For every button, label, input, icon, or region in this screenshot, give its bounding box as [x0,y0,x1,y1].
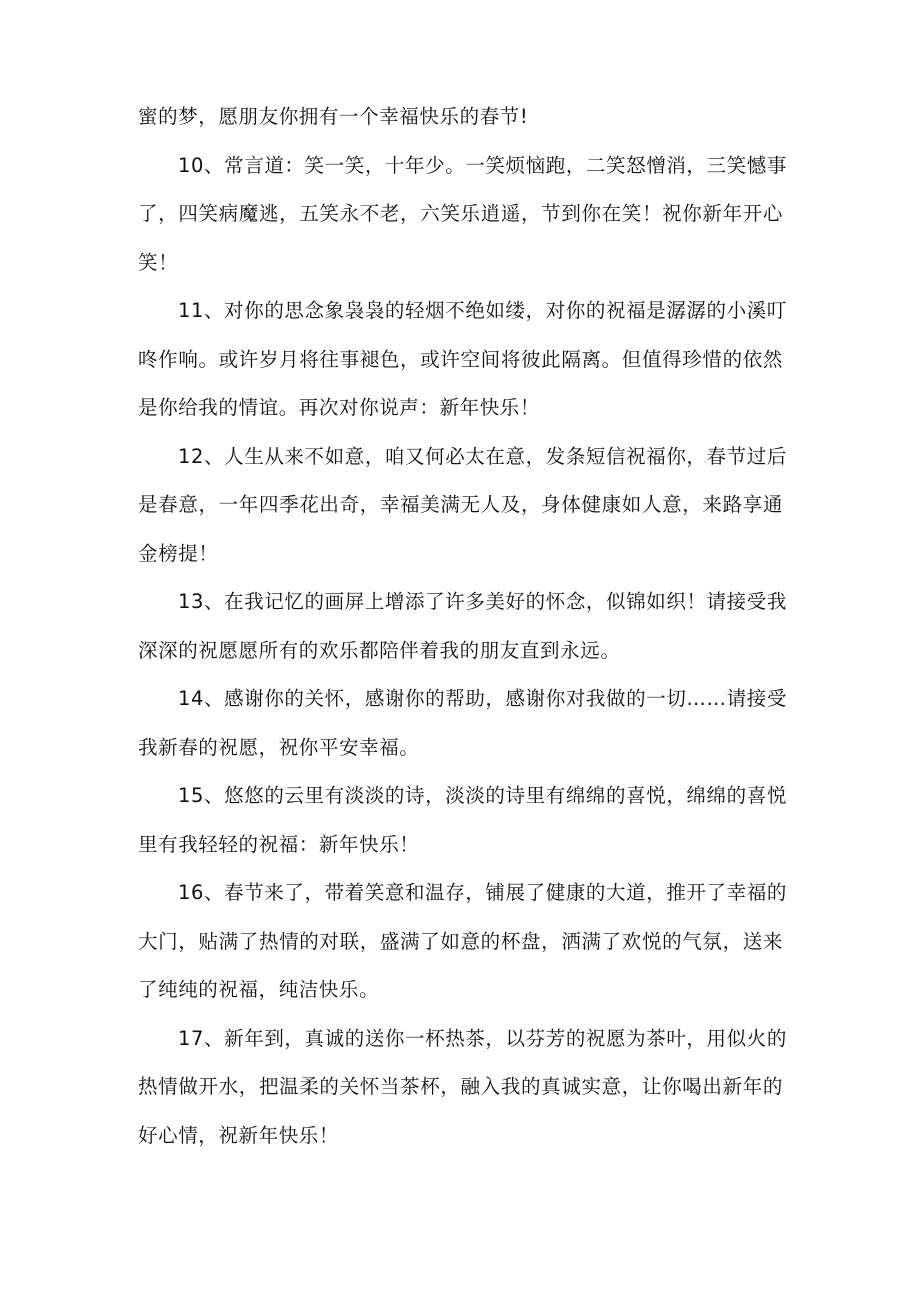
text-line: 15、悠悠的云里有淡淡的诗，淡淡的诗里有绵绵的喜悦，绵绵的喜悦 [178,784,787,807]
text-line: 12、人生从来不如意，咱又何必太在意，发条短信祝福你，春节过后 [178,444,787,468]
text-line: 17、新年到，真诚的送你一杯热茶，以芬芳的祝愿为茶叶，用似火的 [178,1026,787,1050]
text-line: 是你给我的情谊。再次对你说声：新年快乐！ [138,396,541,419]
paragraph-14 [138,675,787,772]
text-line: 蜜的梦，愿朋友你拥有一个幸福快乐的春节! [138,105,529,128]
paragraph-15 [138,772,787,869]
paragraph-12 [138,433,787,579]
paragraph-16 [138,869,787,1015]
text-line: 热情做开水，把温柔的关怀当茶杯，融入我的真诚实意，让你喝出新年的 [138,1075,783,1098]
text-line: 大门，贴满了热情的对联，盛满了如意的杯盘，洒满了欢悦的气氛，送来 [138,929,783,953]
text-line: 咚作响。或许岁月将往事褪色，或许空间将彼此隔离。但值得珍惜的依然 [138,347,783,371]
paragraph-continuation [138,93,783,142]
paragraph-11 [138,287,787,433]
text-line: 了纯纯的祝福，纯洁快乐。 [138,978,380,1001]
text-line: 13、在我记忆的画屏上增添了许多美好的怀念，似锦如织！请接受我 [178,590,787,613]
text-line: 16、春节来了，带着笑意和温存，铺展了健康的大道，推开了幸福的 [178,881,787,904]
text-line: 深深的祝愿愿所有的欢乐都陪伴着我的朋友直到永远。 [138,638,621,662]
paragraph-17 [138,1015,787,1161]
text-line: 里有我轻轻的祝福：新年快乐！ [138,832,420,856]
text-line: 14、感谢你的关怀，感谢你的帮助，感谢你对我做的一切……请接受 [178,687,787,710]
paragraph-13 [138,578,787,675]
text-line: 11、对你的思念象袅袅的轻烟不绝如缕，对你的祝福是潺潺的小溪叮 [178,299,787,322]
text-line: 我新春的祝愿，祝你平安幸福。 [138,735,420,759]
text-line: 了，四笑病魔逃，五笑永不老，六笑乐逍遥，节到你在笑！祝你新年开心 [138,202,783,225]
text-line: 好心情，祝新年快乐！ [138,1123,340,1147]
text-line: 是春意，一年四季花出奇，幸福美满无人及，身体健康如人意，来路享通 [138,493,783,516]
text-line: 笑！ [138,250,179,274]
text-line: 10、常言道：笑一笑，十年少。一笑烦恼跑，二笑怒憎消，三笑憾事 [178,153,787,177]
text-line: 金榜提！ [138,541,219,565]
paragraph-10 [138,142,787,288]
document-body [138,93,787,1160]
